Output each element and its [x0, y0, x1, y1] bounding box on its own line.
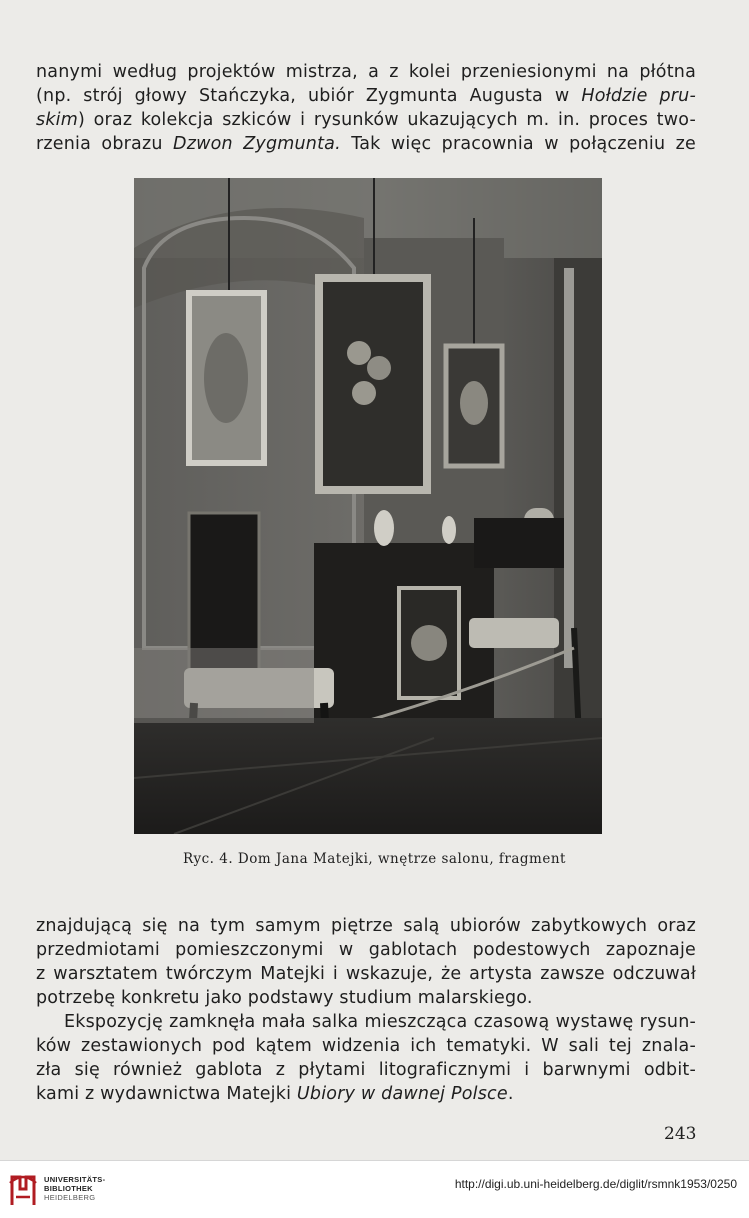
text-line: (np. strój głowy Stańczyka, ubiór Zygmunta Augusta w Hołdzie pru- [36, 86, 696, 106]
photograph-of-salon-interior-icon [134, 178, 602, 834]
text-line: skim) oraz kolekcja szkiców i rysunków ukazujących m. in. proces two- [36, 110, 696, 130]
logo-line: BIBLIOTHEK [44, 1184, 93, 1193]
heidelberg-library-logo-icon [8, 1171, 38, 1209]
text-line: potrzebę konkretu jako podstawy studium malarskiego. [36, 988, 533, 1008]
paragraph-last [36, 1010, 696, 1106]
paragraph-bottom [36, 914, 696, 1010]
salon-photograph [134, 178, 602, 834]
logo-line: UNIVERSITÄTS- [44, 1175, 106, 1184]
text-line: rzenia obrazu Dzwon Zygmunta. Tak więc pracownia w połączeniu ze [36, 134, 697, 154]
paragraph-top [36, 60, 696, 156]
logo-line: HEIDELBERG [44, 1193, 96, 1202]
text-line: ków zestawionych pod kątem widzenia ich tematyki. W sali tej znala- [36, 1036, 696, 1056]
text-line: znajdującą się na tym samym piętrze salą ubiorów zabytkowych oraz [36, 916, 696, 936]
source-url-link[interactable]: http://digi.ub.uni-heidelberg.de/diglit/rsmnk1953/0250 [454, 1177, 737, 1191]
text-line: nanymi według projektów mistrza, a z kolei przeniesionymi na płótna [36, 62, 696, 82]
library-footer [0, 1160, 749, 1218]
page-number: 243 [664, 1124, 697, 1144]
text-line: Ekspozycję zamknęła mała salka mieszcząca czasową wystawę rysun- [64, 1012, 696, 1032]
library-name [44, 1175, 105, 1202]
figure-caption: Ryc. 4. Dom Jana Matejki, wnętrze salonu, fragment [183, 851, 566, 867]
text-line: przedmiotami pomieszczonymi w gablotach podestowych zapoznaje [36, 940, 696, 960]
text-line: kami z wydawnictwa Matejki Ubiory w dawnej Polsce. [36, 1084, 514, 1104]
text-line: zła się również gablota z płytami litograficznymi i barwnymi odbit- [36, 1060, 696, 1080]
text-line: z warsztatem twórczym Matejki i wskazuje, że artysta zawsze odczuwał [36, 964, 696, 984]
